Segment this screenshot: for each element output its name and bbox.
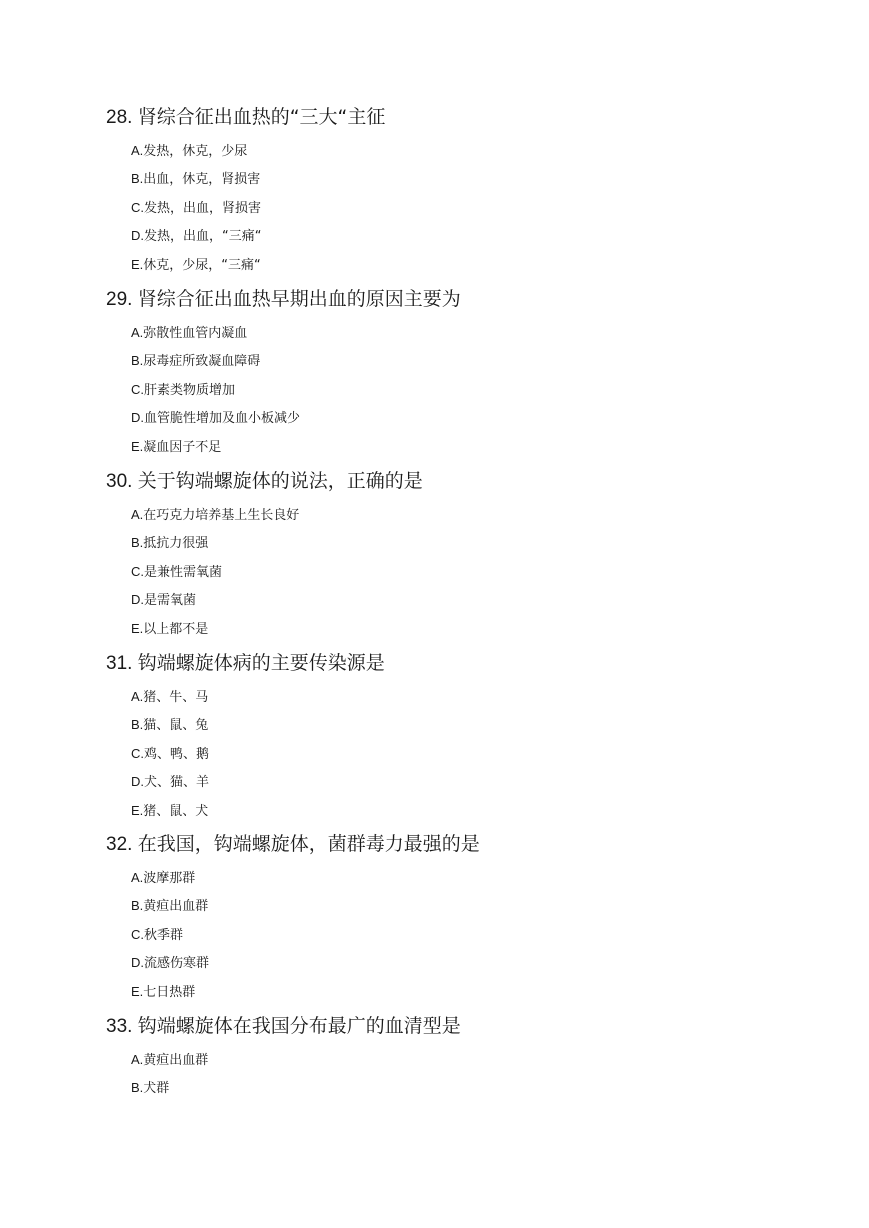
question-title [106,284,826,314]
option-b [131,1074,826,1102]
option-letter: D. [131,955,144,971]
option-c [131,921,826,949]
option-text: 弥散性血管内凝血 [143,326,248,341]
option-letter: D. [131,592,144,608]
option-e [131,615,826,643]
question-title [106,829,826,859]
option-list [106,501,826,643]
question-number: 30. [106,471,133,492]
question-number: 29. [106,289,133,310]
option-letter: E. [131,983,144,999]
option-text: 在巧克力培养基上生长良好 [143,508,300,523]
option-e [131,433,826,461]
option-list [106,137,826,279]
option-text: 鸡、鸭、鹅 [144,746,210,762]
question-28 [106,102,826,279]
option-b [131,347,826,375]
option-e [131,797,826,825]
option-text: 波摩那群 [143,871,196,886]
option-text: 出血，休克，肾损害 [143,172,261,188]
option-b [131,711,826,739]
question-text: 关于钩端螺旋体的说法，正确的是 [137,470,423,492]
option-e [131,978,826,1006]
option-text: 犬群 [143,1081,170,1097]
option-a [131,864,826,892]
question-number: 32. [106,834,133,855]
option-a [131,319,826,347]
option-letter: B. [131,898,144,914]
option-letter: B. [131,171,144,187]
option-letter: E. [131,256,144,272]
option-list [106,1046,826,1103]
option-list [106,319,826,461]
option-letter: C. [131,563,144,579]
option-a [131,501,826,529]
option-d [131,768,826,796]
question-31 [106,648,826,825]
option-letter: A. [131,870,144,885]
option-a [131,1046,826,1074]
option-letter: D. [131,228,144,244]
option-letter: A. [131,1052,144,1067]
option-letter: B. [131,1080,144,1096]
option-text: 休克，少尿，“三痛“ [143,257,261,273]
option-c [131,194,826,222]
option-text: 猪、牛、马 [143,690,209,705]
option-text: 是兼性需氧菌 [144,564,223,580]
question-text: 肾综合征出血热早期出血的原因主要为 [137,288,461,310]
option-letter: C. [131,926,144,942]
option-text: 尿毒症所致凝血障碍 [143,354,261,370]
option-list [106,683,826,825]
question-text: 在我国，钩端螺旋体，菌群毒力最强的是 [137,833,480,855]
option-text: 发热，休克，少尿 [143,144,248,159]
option-letter: E. [131,438,144,454]
option-letter: D. [131,774,144,790]
question-text: 肾综合征出血热的“三大“主征 [137,106,386,128]
question-title [106,102,826,132]
option-a [131,137,826,165]
question-text: 钩端螺旋体病的主要传染源是 [137,652,385,674]
option-list [106,864,826,1006]
option-text: 发热，出血，肾损害 [144,200,262,216]
option-e [131,251,826,279]
option-letter: C. [131,199,144,215]
question-number: 33. [106,1016,133,1037]
option-text: 是需氧菌 [144,593,197,609]
option-d [131,586,826,614]
option-b [131,892,826,920]
option-text: 猪、鼠、犬 [143,803,209,819]
option-letter: A. [131,325,144,340]
option-text: 发热，出血，“三痛“ [144,229,262,245]
option-text: 抵抗力很强 [143,536,209,552]
option-c [131,558,826,586]
question-text: 钩端螺旋体在我国分布最广的血清型是 [137,1015,461,1037]
option-c [131,376,826,404]
question-title [106,466,826,496]
question-title [106,1011,826,1041]
option-letter: E. [131,620,144,636]
question-title [106,648,826,678]
option-text: 流感伤寒群 [144,956,210,972]
option-text: 凝血因子不足 [143,439,222,455]
option-text: 血管脆性增加及血小板减少 [144,411,301,427]
option-a [131,683,826,711]
option-letter: E. [131,802,144,818]
question-32 [106,829,826,1006]
option-d [131,949,826,977]
question-33 [106,1011,826,1103]
option-letter: A. [131,143,144,158]
option-text: 犬、猫、羊 [144,775,210,791]
option-text: 黄疸出血群 [143,899,209,915]
question-30 [106,466,826,643]
option-letter: A. [131,689,144,704]
question-29 [106,284,826,461]
option-letter: D. [131,410,144,426]
option-text: 七日热群 [143,984,196,1000]
option-letter: C. [131,745,144,761]
option-text: 黄疸出血群 [143,1053,209,1068]
option-d [131,404,826,432]
option-letter: B. [131,717,144,733]
option-b [131,529,826,557]
option-text: 肝素类物质增加 [144,382,236,398]
question-number: 31. [106,653,133,674]
option-letter: B. [131,535,144,551]
option-d [131,222,826,250]
option-text: 以上都不是 [143,621,209,637]
option-text: 秋季群 [144,927,184,943]
option-text: 猫、鼠、兔 [143,718,209,734]
option-letter: B. [131,353,144,369]
question-number: 28. [106,107,133,128]
option-b [131,165,826,193]
option-letter: A. [131,507,144,522]
option-letter: C. [131,381,144,397]
option-c [131,740,826,768]
